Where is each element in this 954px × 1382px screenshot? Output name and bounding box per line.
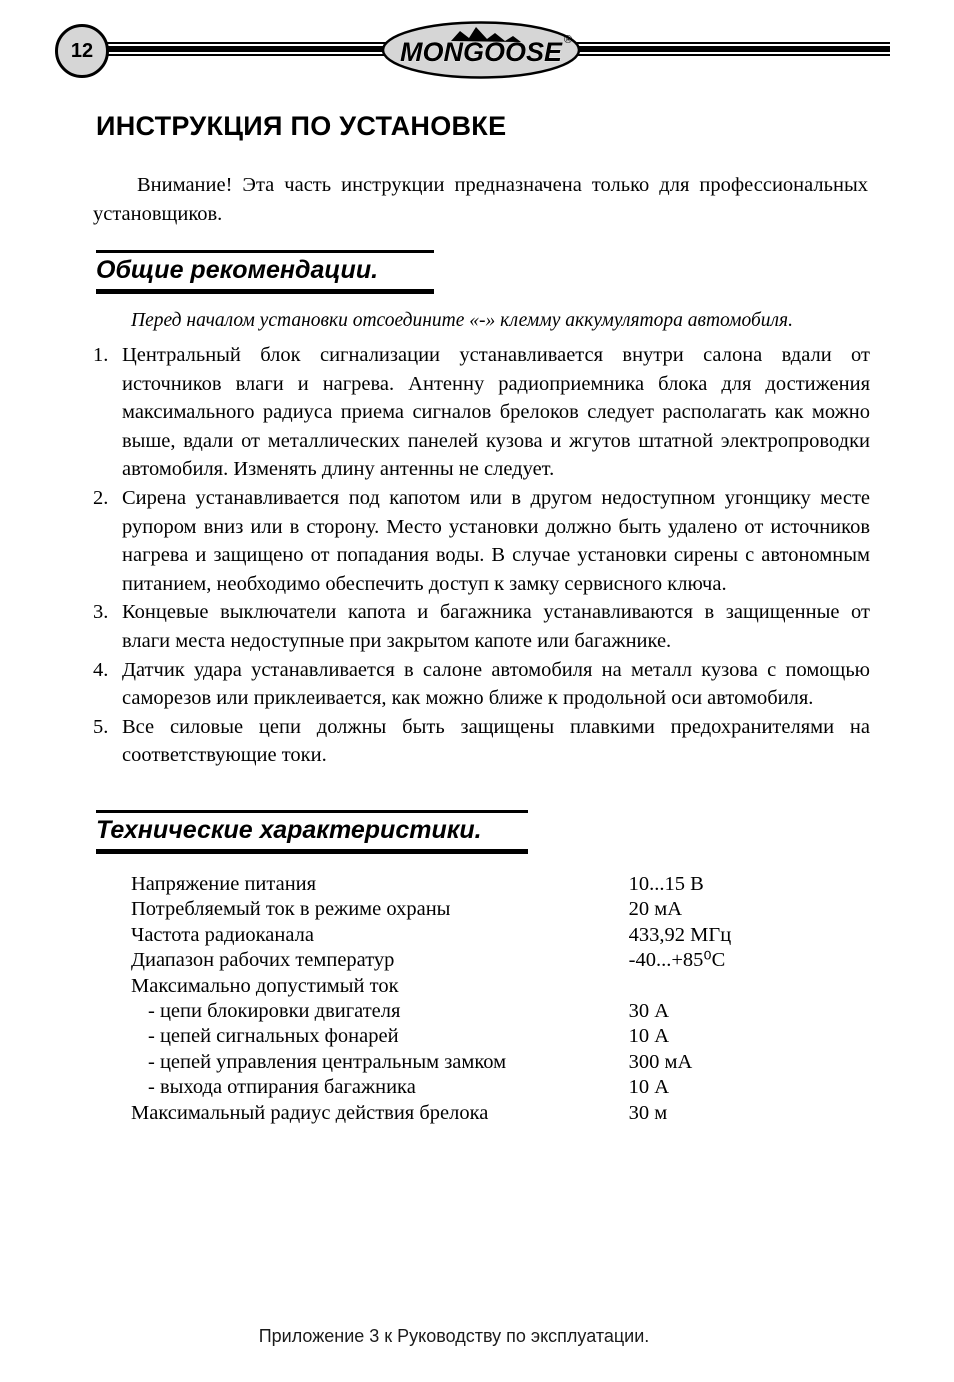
step-number: 4.	[93, 658, 109, 681]
spec-value: 10...15 В	[628, 873, 704, 895]
table-row	[131, 872, 831, 897]
spec-label: Максимальный радиус действия брелока	[131, 1101, 489, 1124]
list-item	[93, 484, 870, 598]
list-item	[93, 341, 870, 484]
table-row	[131, 897, 831, 922]
step-number: 1.	[93, 344, 109, 366]
list-item	[93, 656, 870, 713]
table-row	[131, 1024, 831, 1049]
table-row	[131, 1050, 831, 1075]
table-row	[131, 974, 831, 999]
spec-value: 10 А	[628, 1076, 670, 1099]
section-heading-specs: Технические характеристики.	[96, 810, 528, 854]
specifications-table	[131, 872, 831, 1126]
spec-label: Частота радиоканала	[131, 923, 314, 946]
spec-value: 433,92 МГц	[628, 923, 732, 946]
list-item	[93, 713, 870, 770]
spec-value: 10 А	[628, 1025, 670, 1048]
table-row	[131, 1075, 831, 1100]
page-footer	[0, 1326, 954, 1347]
section-heading-general: Общие рекомендации.	[96, 250, 434, 294]
step-text: Датчик удара устанавливается в салоне автомобиля на металл кузова с помощью саморезов или приклеивается, как можно ближе к продольной оси автомобиля.	[122, 658, 870, 710]
step-number: 5.	[93, 715, 109, 738]
spec-label: - цепей сигнальных фонарей	[148, 1025, 399, 1048]
spec-label: - цепей управления центральным замком	[148, 1050, 507, 1073]
spec-label: - выхода отпирания багажника	[148, 1076, 416, 1099]
spec-label: Максимально допустимый ток	[131, 974, 399, 997]
page-header	[0, 0, 954, 86]
step-number: 3.	[93, 601, 109, 624]
spec-value: 20 мА	[628, 898, 683, 921]
footer-text: Приложение 3 к Руководству по эксплуатации.	[258, 1326, 650, 1346]
step-text: Концевые выключатели капота и багажника устанавливаются в защищенные от влаги места недоступные при закрытом капоте или багажнике.	[122, 601, 870, 652]
brand-wordmark: MONGOOSE	[399, 37, 563, 67]
list-item	[93, 598, 870, 655]
spec-label: Напряжение питания	[131, 873, 317, 895]
spec-value: 30 м	[628, 1101, 668, 1124]
spec-value: 30 А	[628, 1000, 670, 1023]
table-row	[131, 923, 831, 948]
spec-value: 300 мА	[628, 1050, 693, 1073]
spec-label: Потребляемый ток в режиме охраны	[131, 898, 451, 921]
table-row	[131, 1101, 831, 1126]
step-text: Все силовые цепи должны быть защищены плавкими предохранителями на соответствующие токи.	[122, 715, 870, 767]
registered-trademark-icon: ®	[564, 34, 573, 46]
page-number-badge: 12	[55, 24, 109, 78]
step-text: Сирена устанавливается под капотом или в другом недоступном угонщику месте рупором вниз или в сторону. Место установки должно быть удалено от источников нагрева и защищено от попадания воды. В случае установки сирены с автономным питанием, необходимо обеспечить доступ к замку сервисного ключа.	[122, 486, 870, 595]
spec-value: -40...+85⁰C	[628, 949, 726, 972]
table-row	[131, 999, 831, 1024]
general-note: Перед началом установки отсоедините «-» клемму аккумулятора автомобиля.	[131, 309, 793, 331]
spec-value	[629, 974, 831, 999]
spec-label: Диапазон рабочих температур	[131, 949, 395, 972]
step-text: Центральный блок сигнализации устанавливается внутри салона вдали от источников влаги и нагрева. Антенну радиоприемника блока для достижения максимального радиуса приема сигналов брелоков следует располагать как можно выше, вдали от металлических панелей кузова и жгутов штатной электропроводки автомобиля. Изменять длину антенны не следует.	[122, 344, 870, 481]
intro-paragraph: Внимание! Эта часть инструкции предназначена только для профессиональных установщиков.	[93, 173, 868, 225]
table-row	[131, 948, 831, 973]
step-number: 2.	[93, 486, 109, 509]
page-title: ИНСТРУКЦИЯ ПО УСТАНОВКЕ	[96, 111, 507, 142]
brand-logo	[381, 21, 581, 79]
spec-label: - цепи блокировки двигателя	[148, 1000, 401, 1023]
installation-steps-list	[93, 341, 870, 770]
specifications-table-body	[131, 872, 831, 1126]
